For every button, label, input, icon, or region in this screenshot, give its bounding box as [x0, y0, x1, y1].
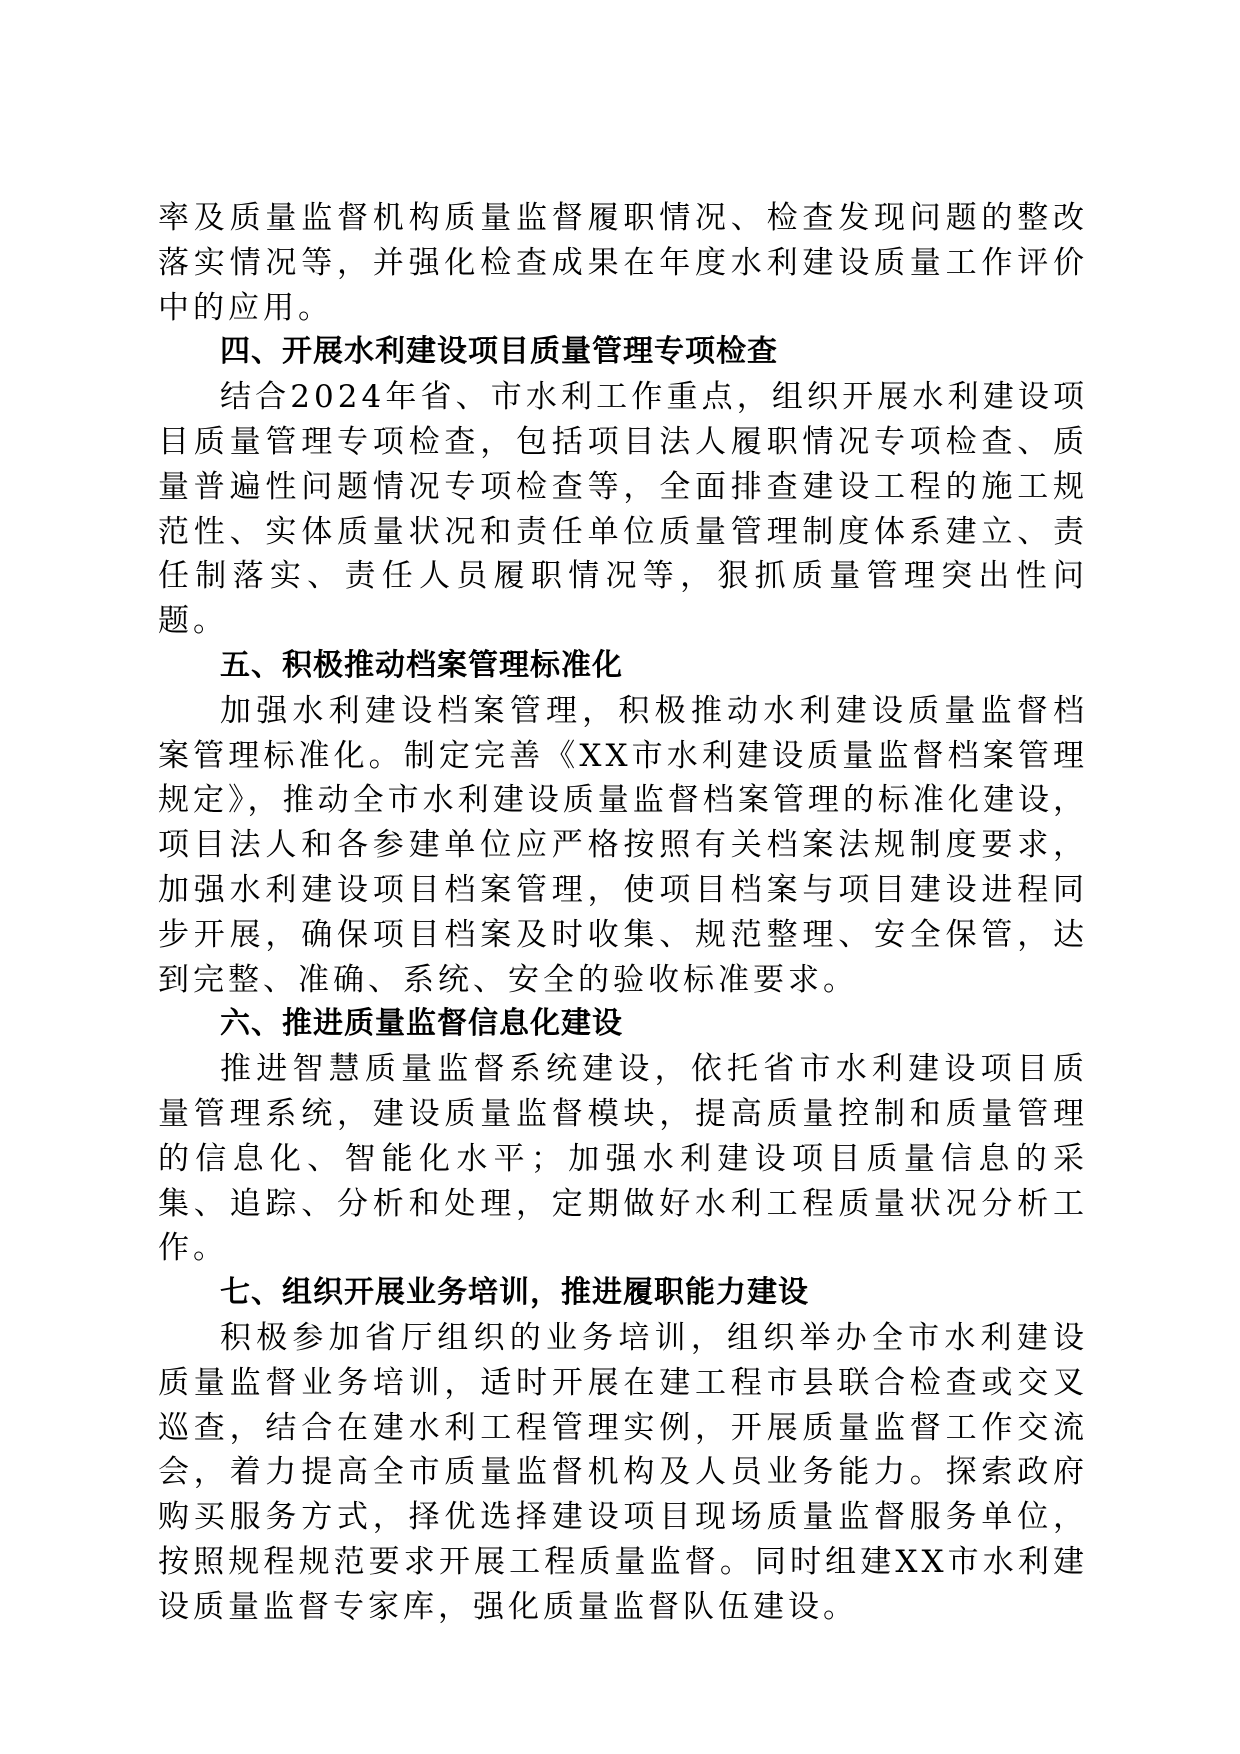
section-heading-5: 五、积极推动档案管理标准化 — [220, 647, 623, 683]
section-body-7: 积极参加省厅组织的业务培训，组织举办全市水利建设质量监督业务培训，适时开展在建工程市县联合检查或交叉巡查，结合在建水利工程管理实例，开展质量监督工作交流会，着力提高全市质量监督机构及人员业务能力。探索政府购买服务方式，择优选择建设项目现场质量监督服务单位，按照规程规范要求开展工程质量监督。同时组建XX市水利建设质量监督专家库，强化质量监督队伍建设。 — [158, 1319, 1088, 1625]
section-body-4: 结合2024年省、市水利工作重点，组织开展水利建设项目质量管理专项检查，包括项目法人履职情况专项检查、质量普遍性问题情况专项检查等，全面排查建设工程的施工规范性、实体质量状况和责任单位质量管理制度体系建立、责任制落实、责任人员履职情况等，狠抓质量管理突出性问题。 — [158, 379, 1088, 640]
section-heading-7: 七、组织开展业务培训，推进履职能力建设 — [220, 1275, 809, 1311]
section-heading-6: 六、推进质量监督信息化建设 — [220, 1006, 623, 1042]
document-body — [158, 196, 1088, 1630]
section-body-5: 加强水利建设档案管理，积极推动水利建设质量监督档案管理标准化。制定完善《XX市水利建设质量监督档案管理规定》，推动全市水利建设质量监督档案管理的标准化建设，项目法人和各参建单位应严格按照有关档案法规制度要求，加强水利建设项目档案管理，使项目档案与项目建设进程同步开展，确保项目档案及时收集、规范整理、安全保管，达到完整、准确、系统、安全的验收标准要求。 — [158, 692, 1088, 998]
section-heading-4: 四、开展水利建设项目质量管理专项检查 — [220, 334, 778, 370]
intro-paragraph: 率及质量监督机构质量监督履职情况、检查发现问题的整改落实情况等，并强化检查成果在年度水利建设质量工作评价中的应用。 — [158, 200, 1088, 326]
section-body-6: 推进智慧质量监督系统建设，依托省市水利建设项目质量管理系统，建设质量监督模块，提高质量控制和质量管理的信息化、智能化水平；加强水利建设项目质量信息的采集、追踪、分析和处理，定期做好水利工程质量状况分析工作。 — [158, 1051, 1088, 1267]
